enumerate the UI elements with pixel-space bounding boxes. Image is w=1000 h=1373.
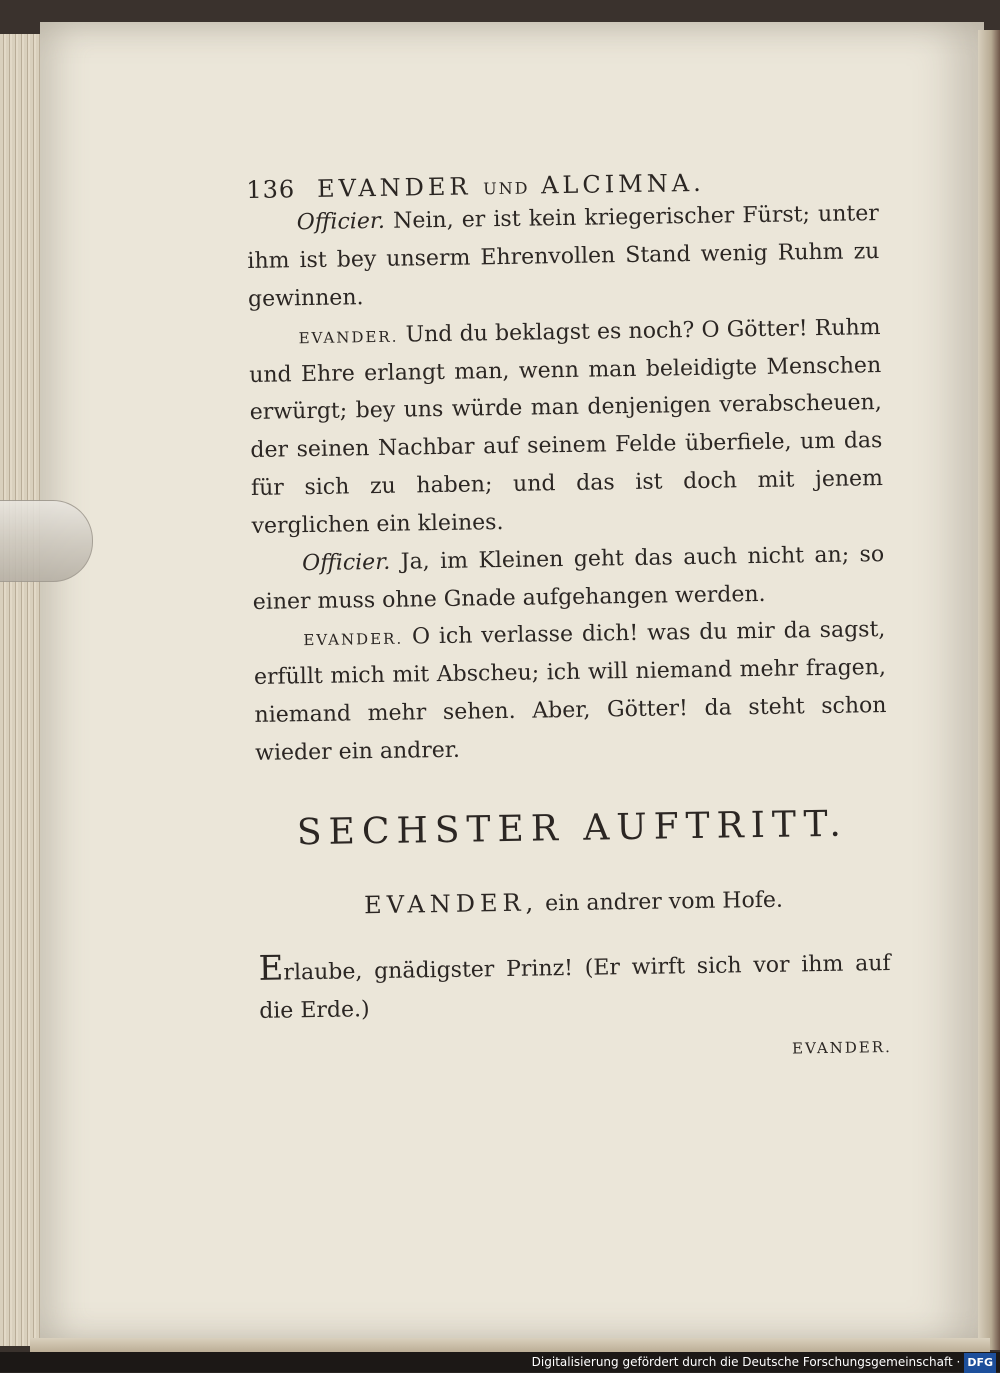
paragraph-1: Officier. Nein, er ist kein kriegerischer Fürst; unter ihm ist bey unserm Ehrenvollen Stand wenig Ruhm zu gewinnen. — [247, 201, 880, 312]
catchword: EVANDER. — [791, 1037, 892, 1058]
speaker-label: EVANDER. — [298, 327, 399, 347]
book-spine-edge — [978, 30, 1000, 1350]
speaker-label: Officier. — [301, 549, 391, 576]
running-title: EVANDER UND ALCIMNA. — [316, 168, 705, 203]
drop-cap: E — [258, 948, 284, 989]
page-clip — [0, 500, 93, 582]
scene-cast: EVANDER, ein andrer vom Hofe. — [363, 887, 784, 919]
speaker-label: Officier. — [296, 209, 386, 236]
page-edges-left — [0, 34, 45, 1346]
page-edges-bottom — [30, 1338, 990, 1352]
dfg-logo: DFG — [964, 1353, 996, 1373]
page-number: 136 — [246, 175, 296, 204]
speaker-label: EVANDER. — [303, 629, 404, 650]
footer-credit: Digitalisierung gefördert durch die Deutsche Forschungsgemeinschaft · — [531, 1355, 961, 1369]
page-text — [246, 160, 892, 1070]
paragraph-4: EVANDER. O ich verlasse dich! was du mir da sagst, erfüllt mich mit Abscheu; ich will niemand mehr fragen, niemand mehr sehen. Aber, Götter! da steht schon wieder ein andrer. — [253, 617, 887, 766]
paragraph-2: EVANDER. Und du beklagst es noch? O Götter! Ruhm und Ehre erlangt man, wenn man beleidigte Menschen erwürgt; bey uns würde man denjenigen verabscheuen, der seinen Nachbar auf seinem Felde überfiele, um das für sich zu haben; und das ist doch mit jenem verglichen ein kleines. — [249, 314, 884, 539]
digitization-footer — [0, 1352, 1000, 1372]
paragraph-3: Officier. Ja, im Kleinen geht das auch nicht an; so einer muss ohne Gnade aufgehangen werden. — [252, 541, 885, 615]
scene-title: SECHSTER AUFTRITT. — [296, 803, 849, 853]
closing-paragraph: Erlaube, gnädigster Prinz! (Er wirft sich vor ihm auf die Erde.) — [258, 948, 891, 1024]
